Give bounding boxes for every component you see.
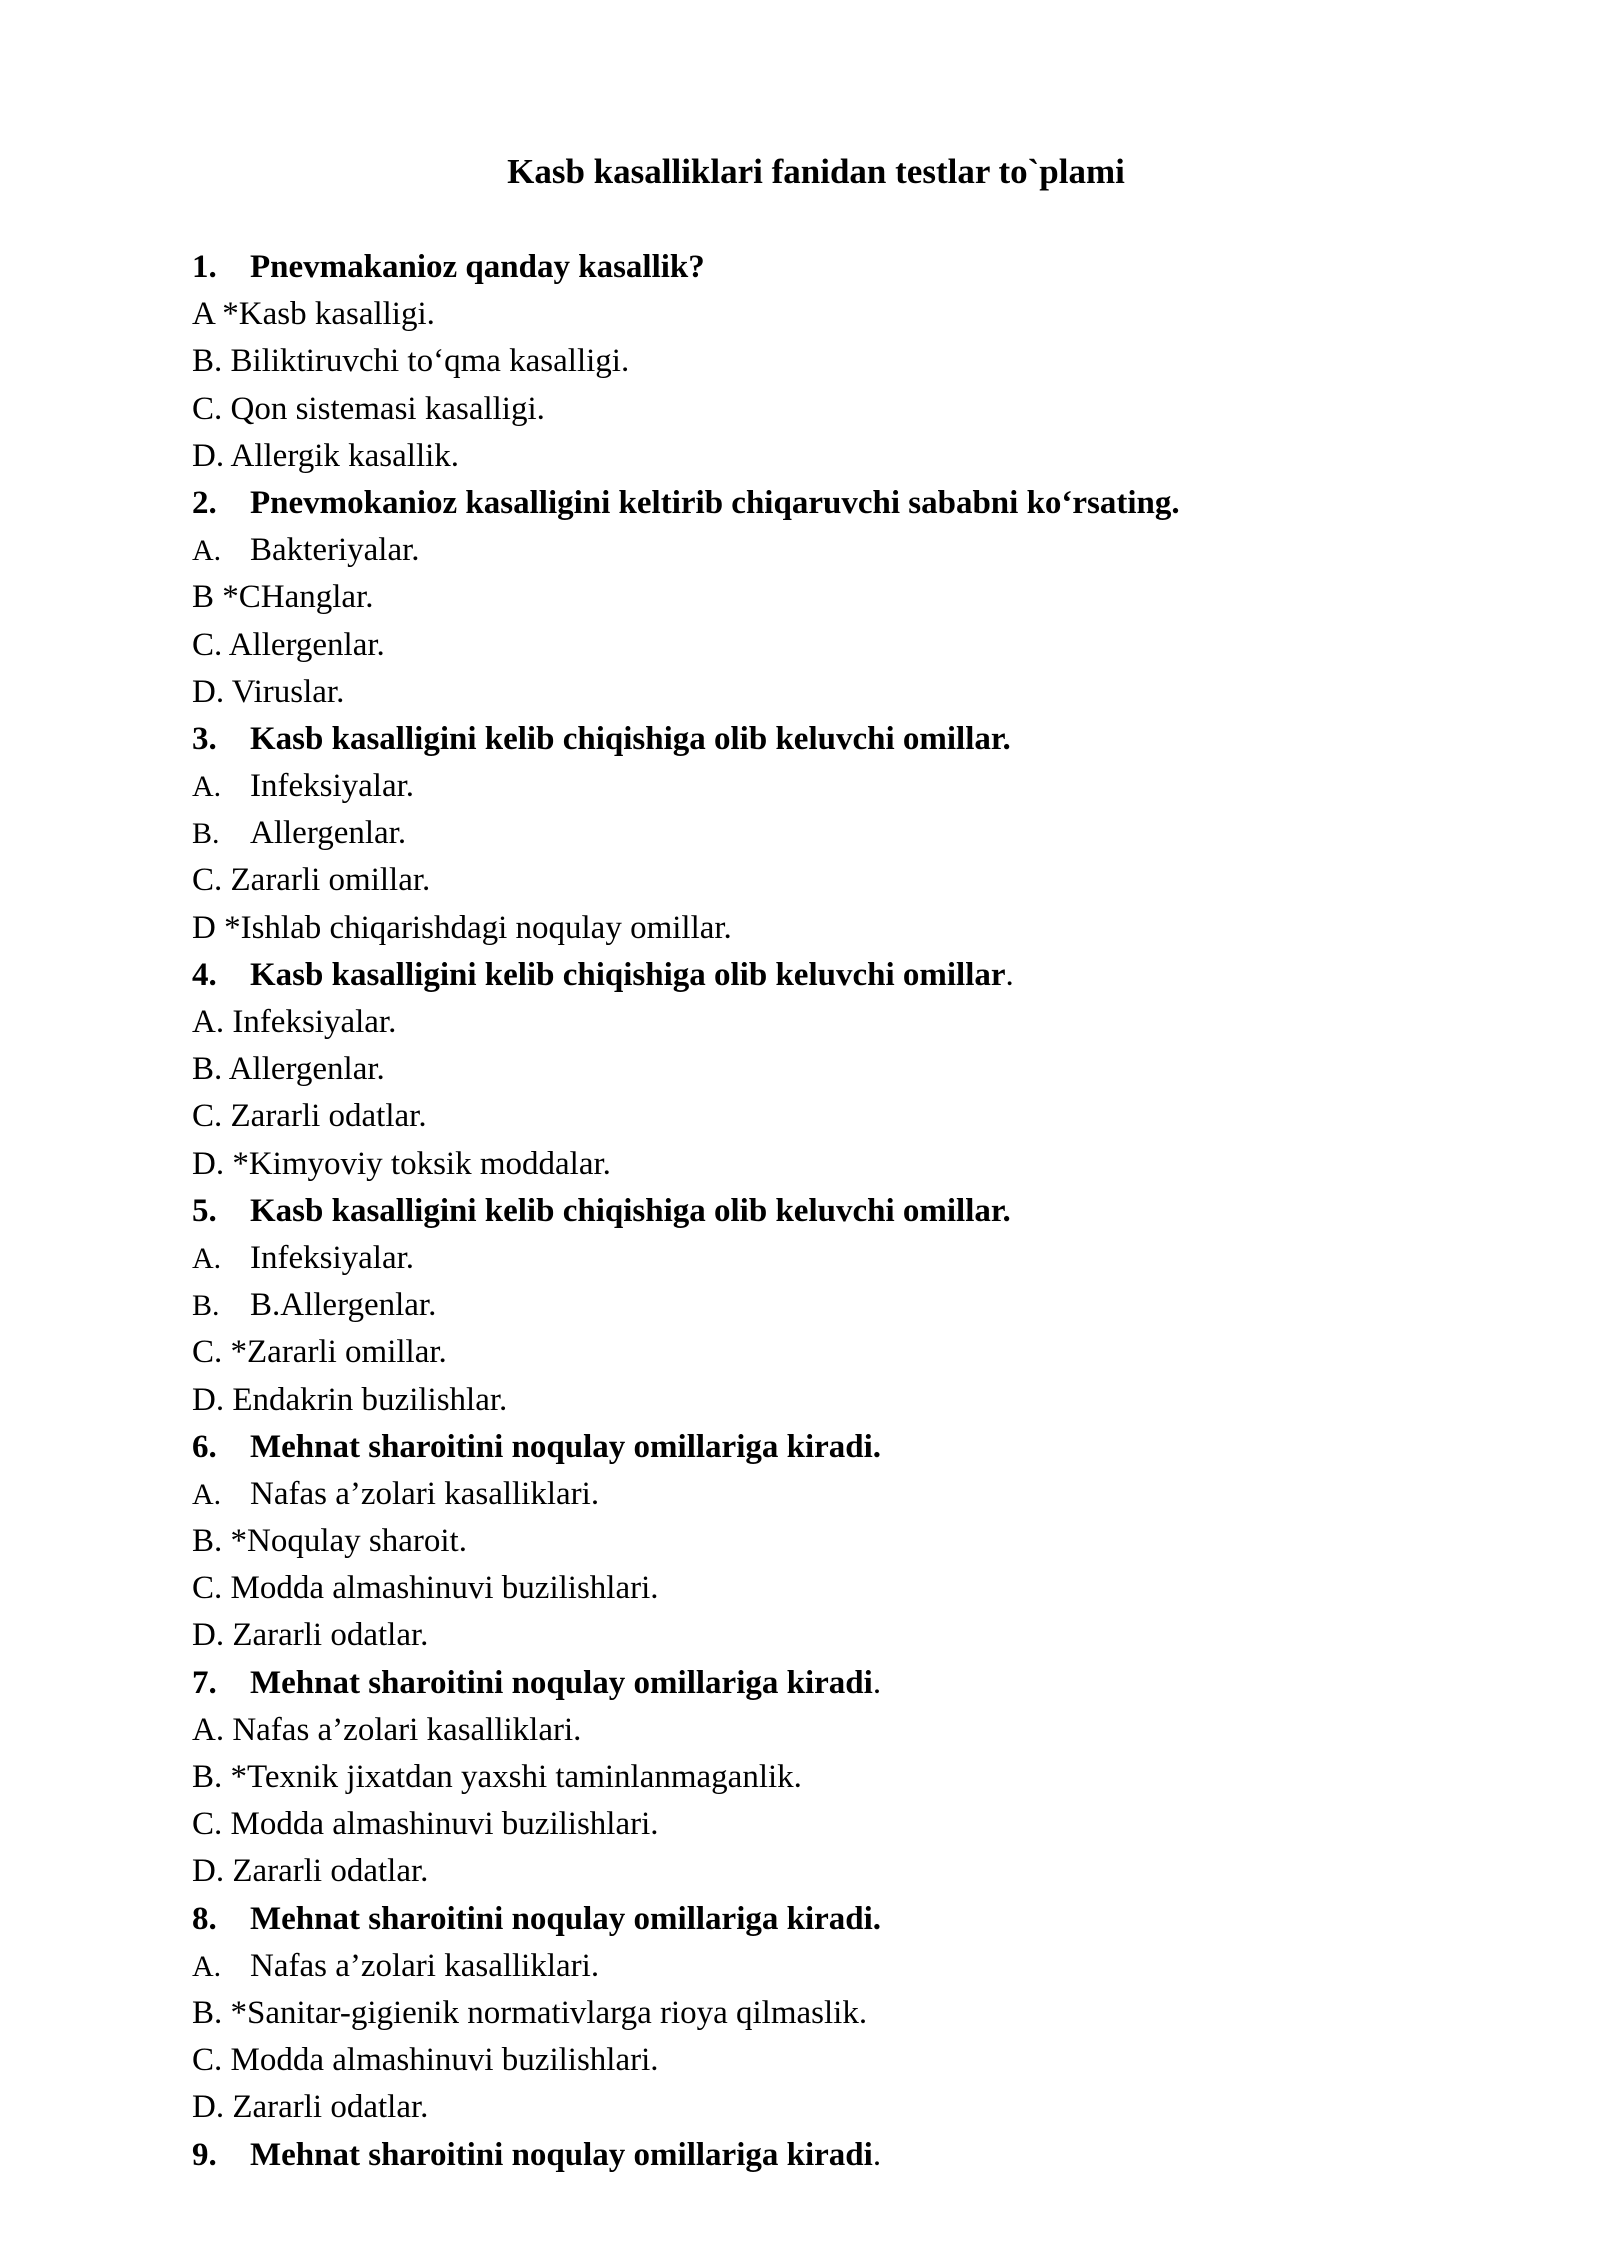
answer-option [192, 810, 1492, 857]
option-text: B *CHanglar. [192, 579, 374, 616]
option-text: B. *Texnik jixatdan yaxshi taminlanmaganlik. [192, 1759, 802, 1795]
question-text: Kasb kasalligini kelib chiqishiga olib keluvchi omillar [250, 956, 1006, 993]
option-text: C. Zararli odatlar. [192, 1098, 427, 1135]
answer-option [192, 1235, 1492, 1282]
question-text: Kasb kasalligini kelib chiqishiga olib keluvchi omillar. [250, 720, 1011, 757]
option-text: B. Allergenlar. [192, 1051, 385, 1088]
option-text: C. Modda almashinuvi buzilishlari. [192, 2042, 659, 2079]
option-text: Infeksiyalar. [250, 768, 415, 805]
option-text: D. Endakrin buzilishlar. [192, 1381, 508, 1418]
question-5 [192, 1188, 1492, 1235]
option-text: Nafas a’zolari kasalliklari. [250, 1947, 600, 1984]
option-text: D. Zararli odatlar. [192, 1617, 429, 1654]
option-letter: A. [192, 1949, 222, 1983]
answer-option [192, 1943, 1492, 1990]
option-letter: A. [192, 1477, 222, 1511]
answer-option [192, 338, 1492, 385]
question-3 [192, 716, 1492, 763]
answer-option [192, 1329, 1492, 1376]
option-text: A *Kasb kasalligi. [192, 296, 435, 333]
option-text: Infeksiyalar. [250, 1239, 415, 1276]
answer-option [192, 1518, 1492, 1565]
option-text: Bakteriyalar. [250, 532, 420, 569]
option-text: C. *Zararli omillar. [192, 1334, 447, 1371]
question-text: Pnevmakanioz qanday kasallik? [250, 249, 705, 285]
answer-option [192, 2037, 1492, 2084]
option-letter: B. [192, 817, 220, 851]
answer-option [192, 1141, 1492, 1188]
option-letter: A. [192, 534, 222, 568]
question-text: Mehnat sharoitini noqulay omillariga kiradi. [250, 1900, 882, 1937]
answer-option [192, 622, 1492, 669]
answer-option [192, 1046, 1492, 1093]
question-1 [192, 244, 1492, 291]
answer-option [192, 1377, 1492, 1424]
answer-option [192, 1471, 1492, 1518]
option-text: B. *Noqulay sharoit. [192, 1523, 467, 1560]
option-text: C. Modda almashinuvi buzilishlari. [192, 1806, 659, 1843]
answer-option [192, 999, 1492, 1046]
option-text: D. Zararli odatlar. [192, 1853, 429, 1890]
question-number: 7. [192, 1664, 217, 1701]
option-text: Allergenlar. [250, 815, 407, 852]
answer-option [192, 669, 1492, 716]
answer-option [192, 574, 1492, 621]
answer-option [192, 386, 1492, 433]
option-letter: A. [192, 1241, 222, 1275]
answer-option [192, 1612, 1492, 1659]
option-text: C. Modda almashinuvi buzilishlari. [192, 1570, 659, 1607]
document-title: Kasb kasalliklari fanidan testlar to`plami [507, 152, 1125, 191]
question-7 [192, 1660, 1492, 1707]
answer-option [192, 433, 1492, 480]
answer-option [192, 763, 1492, 810]
question-text: Mehnat sharoitini noqulay omillariga kiradi [250, 2136, 873, 2173]
answer-option [192, 1282, 1492, 1329]
option-text: D. Allergik kasallik. [192, 437, 460, 474]
question-number: 9. [192, 2136, 217, 2173]
question-tail: . [872, 2136, 882, 2173]
question-tail: . [872, 1664, 882, 1701]
question-text: Mehnat sharoitini noqulay omillariga kiradi [250, 1664, 873, 1701]
question-text: Kasb kasalligini kelib chiqishiga olib keluvchi omillar. [250, 1192, 1011, 1229]
option-text: D. Viruslar. [192, 673, 345, 710]
question-tail: . [1005, 956, 1014, 993]
question-number: 2. [192, 484, 217, 521]
option-text: D *Ishlab chiqarishdagi noqulay omillar. [192, 909, 732, 946]
answer-option [192, 905, 1492, 952]
option-text: A. Nafas a’zolari kasalliklari. [192, 1711, 582, 1748]
question-4 [192, 952, 1492, 999]
question-9 [192, 2132, 1492, 2179]
option-text: D. *Kimyoviy toksik moddalar. [192, 1145, 611, 1182]
answer-option [192, 1990, 1492, 2037]
option-text: B.Allergenlar. [250, 1287, 437, 1324]
option-text: B. *Sanitar-gigienik normativlarga rioya qilmaslik. [192, 1994, 868, 2031]
option-text: Nafas a’zolari kasalliklari. [250, 1475, 600, 1512]
answer-option [192, 1801, 1492, 1848]
question-6 [192, 1424, 1492, 1471]
option-letter: B. [192, 1289, 220, 1323]
answer-option [192, 2084, 1492, 2131]
question-number: 5. [192, 1192, 217, 1229]
option-text: D. Zararli odatlar. [192, 2089, 429, 2126]
question-number: 6. [192, 1428, 217, 1465]
question-text: Mehnat sharoitini noqulay omillariga kiradi. [250, 1428, 882, 1465]
question-2 [192, 480, 1492, 527]
question-number: 3. [192, 720, 217, 757]
answer-option [192, 1707, 1492, 1754]
option-text: C. Qon sistemasi kasalligi. [192, 390, 545, 427]
option-text: C. Allergenlar. [192, 626, 385, 663]
question-number: 8. [192, 1900, 217, 1937]
question-list [192, 244, 1492, 2179]
answer-option [192, 1093, 1492, 1140]
answer-option [192, 291, 1492, 338]
option-text: A. Infeksiyalar. [192, 1004, 397, 1040]
option-letter: A. [192, 770, 222, 804]
question-number: 4. [192, 956, 217, 993]
question-text: Pnevmokanioz kasalligini keltirib chiqaruvchi sababni ko‘rsating. [250, 484, 1180, 521]
option-text: B. Biliktiruvchi to‘qma kasalligi. [192, 343, 630, 380]
answer-option [192, 857, 1492, 904]
option-text: C. Zararli omillar. [192, 862, 431, 899]
answer-option [192, 1754, 1492, 1801]
question-8 [192, 1896, 1492, 1943]
answer-option [192, 1565, 1492, 1612]
answer-option [192, 527, 1492, 574]
question-number: 1. [192, 249, 217, 285]
answer-option [192, 1848, 1492, 1895]
